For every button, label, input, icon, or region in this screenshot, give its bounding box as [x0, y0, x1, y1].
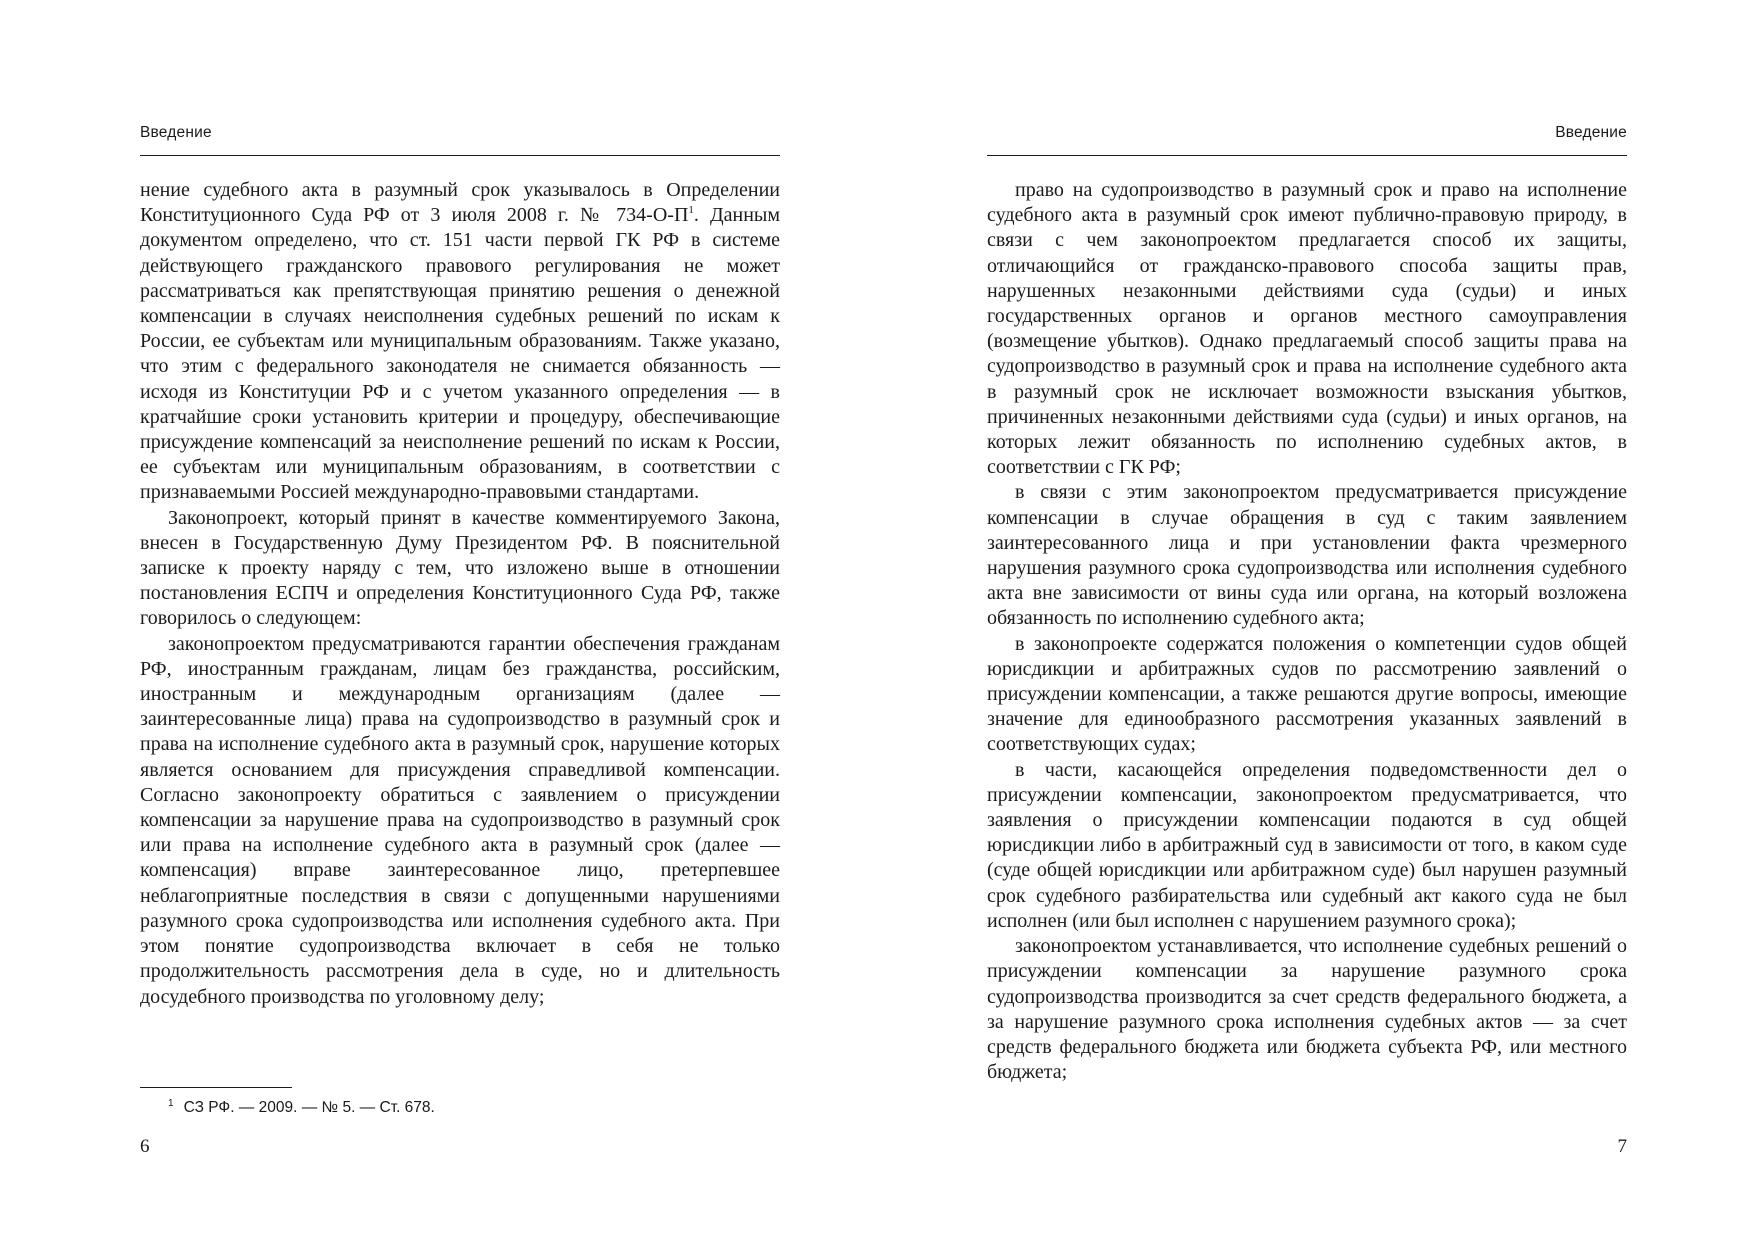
- header-rule: [987, 155, 1627, 156]
- paragraph: Законопроект, который принят в качестве комментируемого Закона, внесен в Государственную Думу Президентом РФ. В пояснительной записке к проекту наряду с тем, что изложено выше в отношении постановления ЕСПЧ и определения Конституционного Суда РФ, также говорилось о следующем:: [140, 506, 780, 630]
- footnote-text: СЗ РФ. — 2009. — № 5. — Ст. 678.: [183, 1099, 435, 1116]
- right-page: [987, 0, 1627, 1241]
- left-page: [140, 0, 780, 1241]
- paragraph: в законопроекте содержатся положения о компетенции судов общей юрисдикции и арбитражных судов по рассмотрению заявлений о присуждении компенсации, а также решаются другие вопросы, имеющие значение для единообразного рассмотрения указанных заявлений в соответствующих судах;: [987, 632, 1627, 756]
- header-rule: [140, 155, 780, 156]
- running-head: Введение: [1555, 124, 1627, 141]
- footnote: [168, 1098, 435, 1117]
- footnote-ref[interactable]: 1: [688, 204, 694, 217]
- page-body: [987, 178, 1627, 1085]
- footnote-marker: 1: [168, 1098, 174, 1109]
- footnote-rule: [140, 1087, 292, 1088]
- paragraph: законопроектом устанавливается, что исполнение судебных решений о присуждении компенсации за нарушение разумного срока судопроизводства производится за счет средств федерального бюджета, а за нарушение разумного срока исполнения судебных актов — за счет средств федерального бюджета или бюджета субъекта РФ, или местного бюджета;: [987, 935, 1627, 1084]
- paragraph: право на судопроизводство в разумный срок и право на исполнение судебного акта в разумный срок имеют публично-правовую природу, в связи с чем законопроектом предлагается способ их защиты, отличающийся от гражданско-правового способа защиты прав, нарушенных незаконными действиями суда (судьи) и иных государственных органов и органов местного самоуправления (возмещение убытков). Однако предлагаемый способ защиты права на судопроизводство в разумный срок и права на исполнение судебного акта в разумный срок не исключает возможности взыскания убытков, причиненных незаконными действиями суда (судьи) и иных органов, на которых лежит обязанность по исполнению судебных актов, в соответствии с ГК РФ;: [987, 179, 1627, 479]
- paragraph: в части, касающейся определения подведомственности дел о присуждении компенсации, законопроектом предусматривается, что заявления о присуждении компенсации подаются в суд общей юрисдикции либо в арбитражный суд в зависимости от того, в каком суде (суде общей юрисдикции или арбитражном суде) был нарушен разумный срок судебного разбирательства или судебный акт какого суда не был исполнен (или был исполнен с нарушением разумного срока);: [987, 758, 1627, 932]
- paragraph: в связи с этим законопроектом предусматривается присуждение компенсации в случае обращения в суд с таким заявлением заинтересованного лица и при установлении факта чрезмерного нарушения разумного срока судопроизводства или исполнения судебного акта вне зависимости от вины суда или органа, на который возложена обязанность по исполнению судебного акта;: [987, 481, 1627, 630]
- page-body: [140, 178, 780, 1010]
- paragraph: нение судебного акта в разумный срок указывалось в Определении Конституционного Суда РФ от 3 июля 2008 г. № $734-О-П^1$. Данным документом определено, что ст. 151 части первой ГК РФ в системе действующего гражданского правового регулирования не может рассматриваться как препятствующая принятию решения о денежной компенсации в случаях неисполнения судебных решений по искам к России, ее субъектам или муниципальным образованиям. Также указано, что этим с федерального законодателя не снимается обязанность — исходя из Конституции РФ и с учетом указанного определения — в кратчайшие сроки установить критерии и процедуру, обеспечивающие присуждение компенсаций за неисполнение решений по искам к России, ее субъектам или муниципальным образованиям, в соответствии с признаваемыми Россией международно-правовыми стандартами.: [140, 179, 780, 504]
- paragraph: законопроектом предусматриваются гарантии обеспечения гражданам РФ, иностранным гражданам, лицам без гражданства, российским, иностранным и международным организациям (далее — заинтересованные лица) права на судопроизводство в разумный срок и права на исполнение судебного акта в разумный срок, нарушение которых является основанием для присуждения справедливой компенсации. Согласно законопроекту обратиться с заявлением о присуждении компенсации за нарушение права на судопроизводство в разумный срок или права на исполнение судебного акта в разумный срок (далее — компенсация) вправе заинтересованное лицо, претерпевшее неблагоприятные последствия в связи с допущенными нарушениями разумного срока судопроизводства или исполнения судебного акта. При этом понятие судопроизводства включает в себя не только продолжительность рассмотрения дела в суде, но и длительность досудебного производства по уголовному делу;: [140, 632, 780, 1008]
- page-number: 6: [140, 1136, 150, 1157]
- page-number: 7: [1617, 1136, 1627, 1157]
- running-head: Введение: [140, 124, 212, 141]
